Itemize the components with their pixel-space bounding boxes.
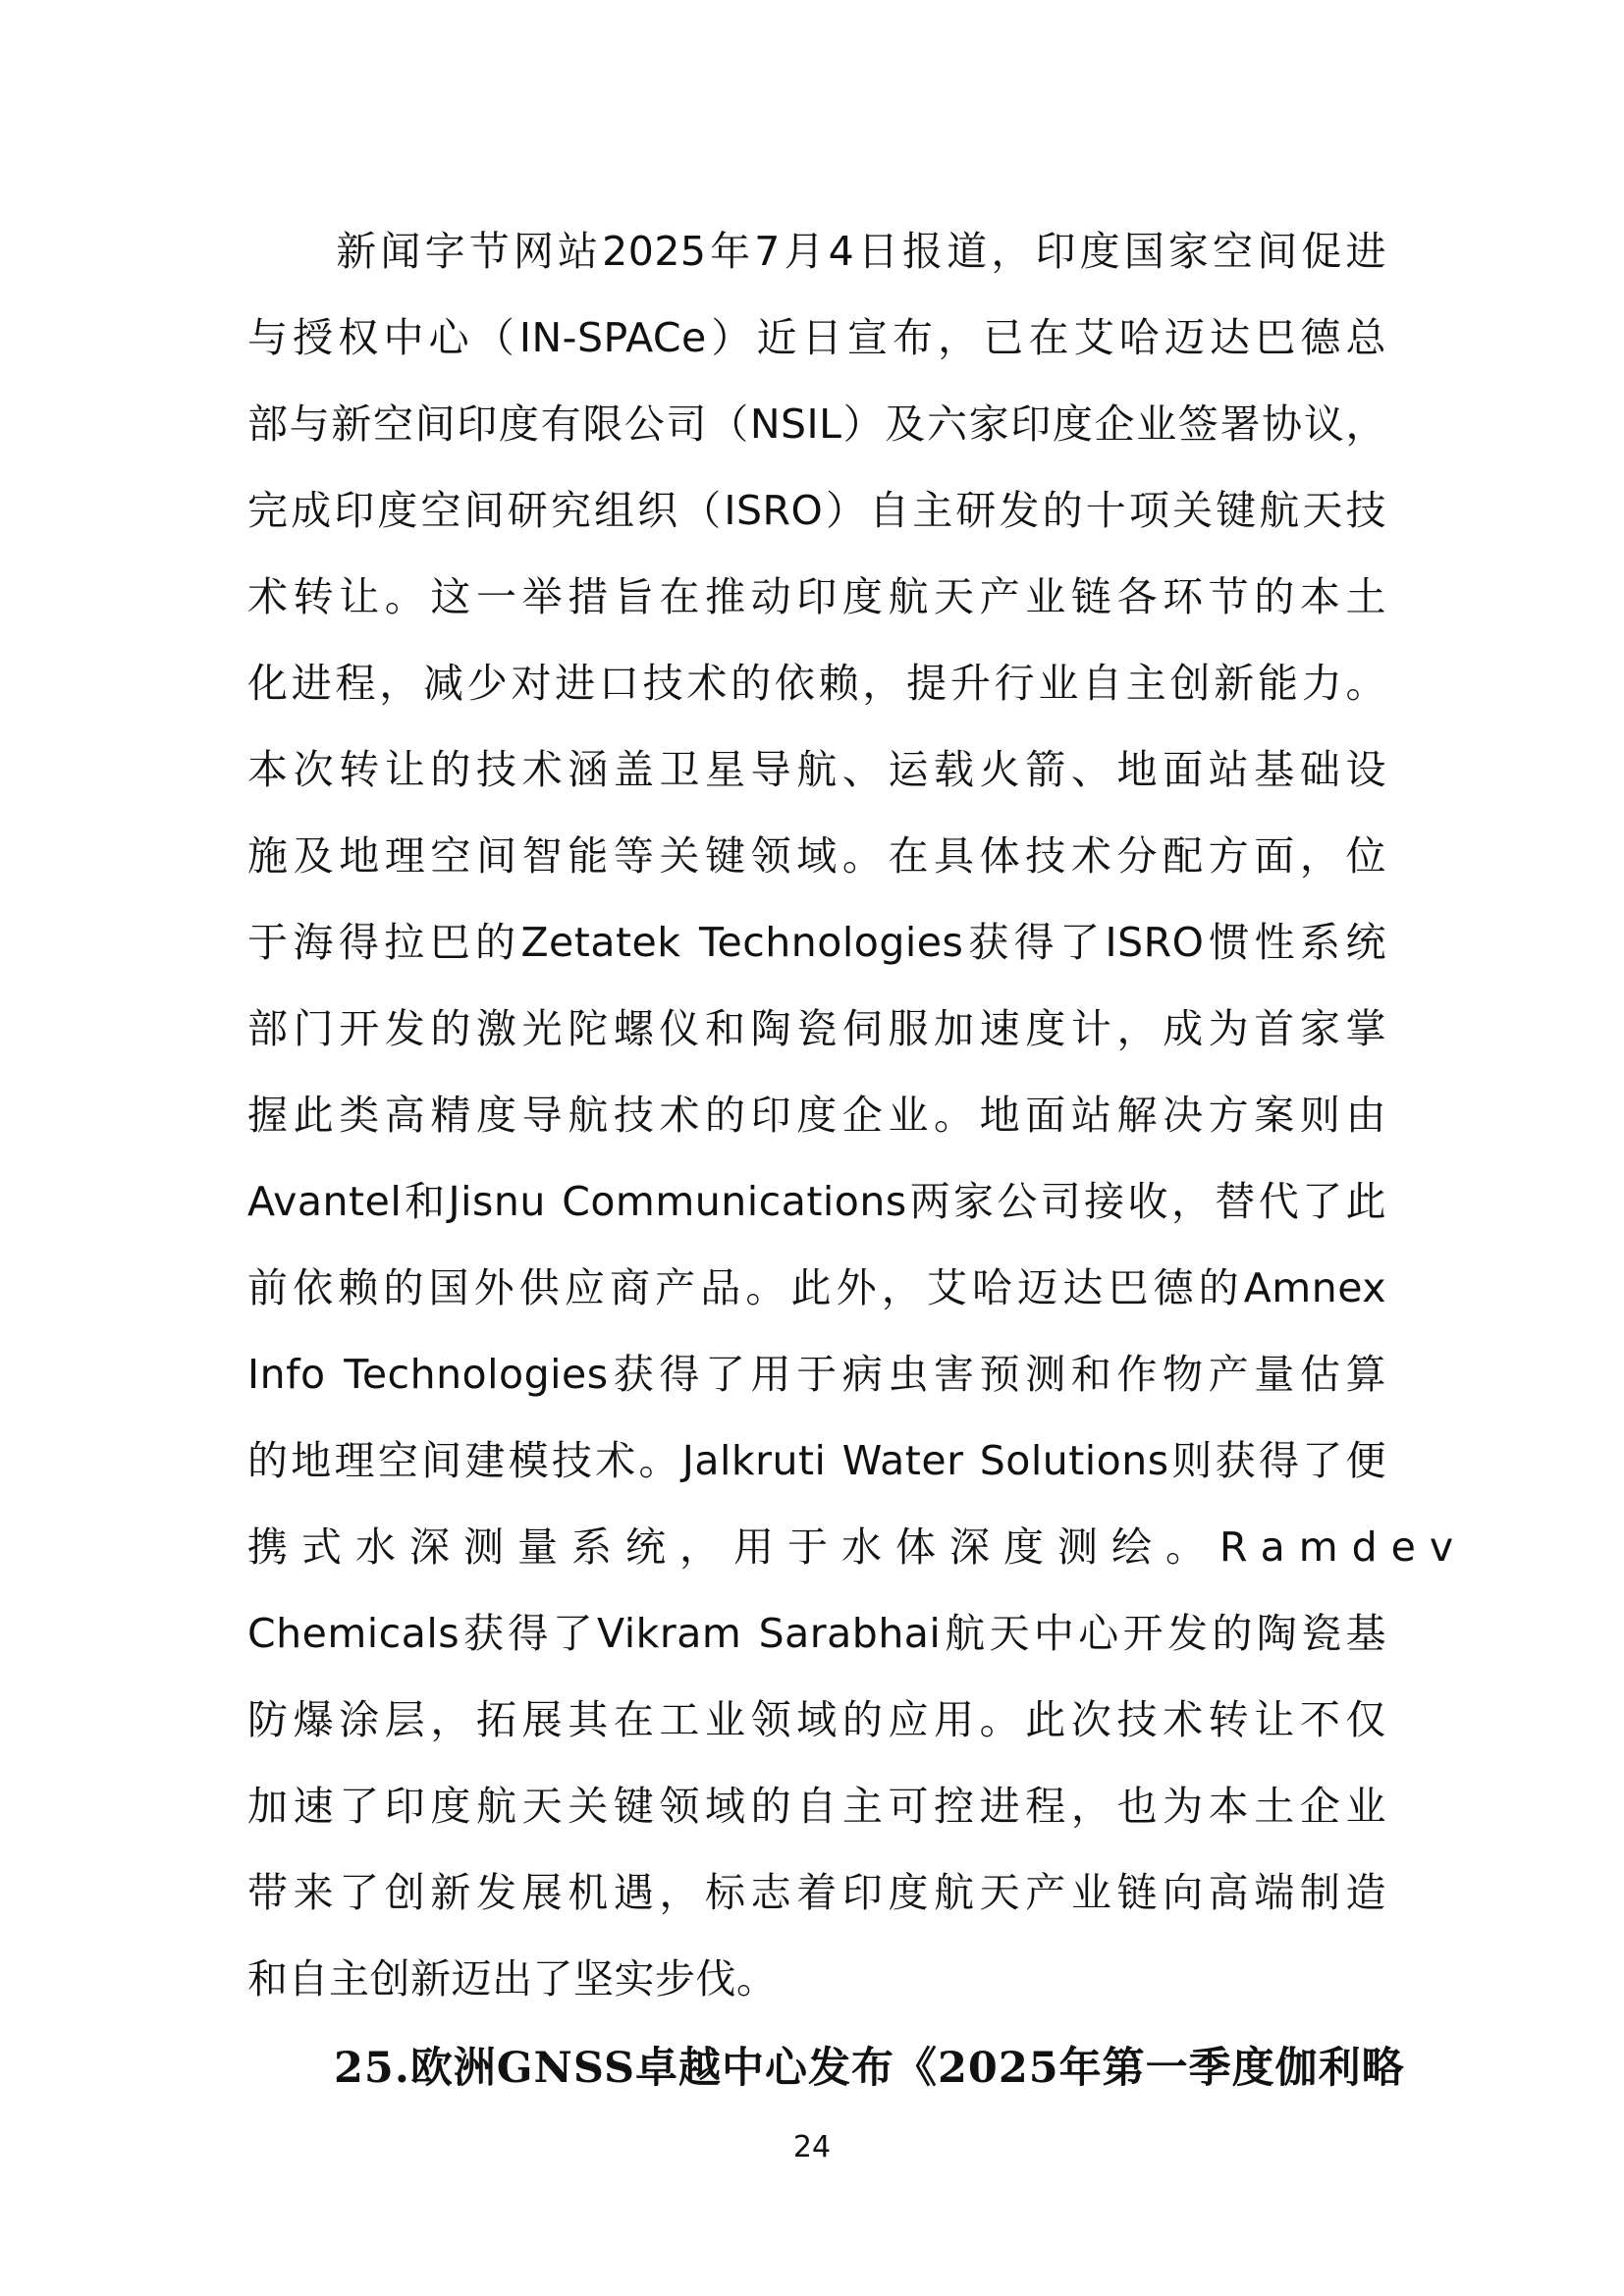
paragraph-line: 加速了印度航天关键领域的自主可控进程，也为本土企业 [247,1783,1386,1830]
paragraph-line: 带来了创新发展机遇，标志着印度航天产业链向高端制造 [247,1869,1386,1916]
paragraph-line: 和自主创新迈出了坚实步伐。 [247,1955,778,2002]
paragraph-line: Info Technologies获得了用于病虫害预测和作物产量估算 [247,1351,1386,1398]
paragraph-line: 术转让。这一举措旨在推动印度航天产业链各环节的本土 [247,573,1386,620]
paragraph-line: Avantel和Jisnu Communications两家公司接收，替代了此 [247,1178,1386,1225]
paragraph-line: 握此类高精度导航技术的印度企业。地面站解决方案则由 [247,1092,1386,1139]
paragraph-line: 本次转让的技术涵盖卫星导航、运载火箭、地面站基础设 [247,746,1386,793]
paragraph-line: Chemicals获得了Vikram Sarabhai航天中心开发的陶瓷基 [247,1610,1386,1657]
page-number: 24 [792,2130,832,2164]
paragraph-line: 部与新空间印度有限公司（NSIL）及六家印度企业签署协议， [247,400,1386,448]
paragraph-line: 前依赖的国外供应商产品。此外，艾哈迈达巴德的Amnex [247,1264,1386,1311]
paragraph-line: 化进程，减少对进口技术的依赖，提升行业自主创新能力。 [247,660,1386,707]
paragraph-line: 施及地理空间智能等关键领域。在具体技术分配方面，位 [247,832,1386,880]
paragraph-line: 完成印度空间研究组织（ISRO）自主研发的十项关键航天技 [247,487,1386,534]
paragraph-line: 携式水深测量系统，用于水体深度测绘。Ramdev [247,1523,1468,1571]
section-heading: 25.欧洲GNSS卓越中心发布《2025年第一季度伽利略 [334,2044,1405,2093]
paragraph-line: 新闻字节网站2025年7月4日报道，印度国家空间促进 [247,228,1386,275]
paragraph-line: 与授权中心（IN-SPACe）近日宣布，已在艾哈迈达巴德总 [247,314,1386,361]
paragraph-line: 部门开发的激光陀螺仪和陶瓷伺服加速度计，成为首家掌 [247,1005,1386,1052]
paragraph-line: 于海得拉巴的Zetatek Technologies获得了ISRO惯性系统 [247,919,1386,966]
paragraph-line: 的地理空间建模技术。Jalkruti Water Solutions则获得了便 [247,1437,1386,1484]
paragraph-line: 防爆涂层，拓展其在工业领域的应用。此次技术转让不仅 [247,1696,1386,1743]
